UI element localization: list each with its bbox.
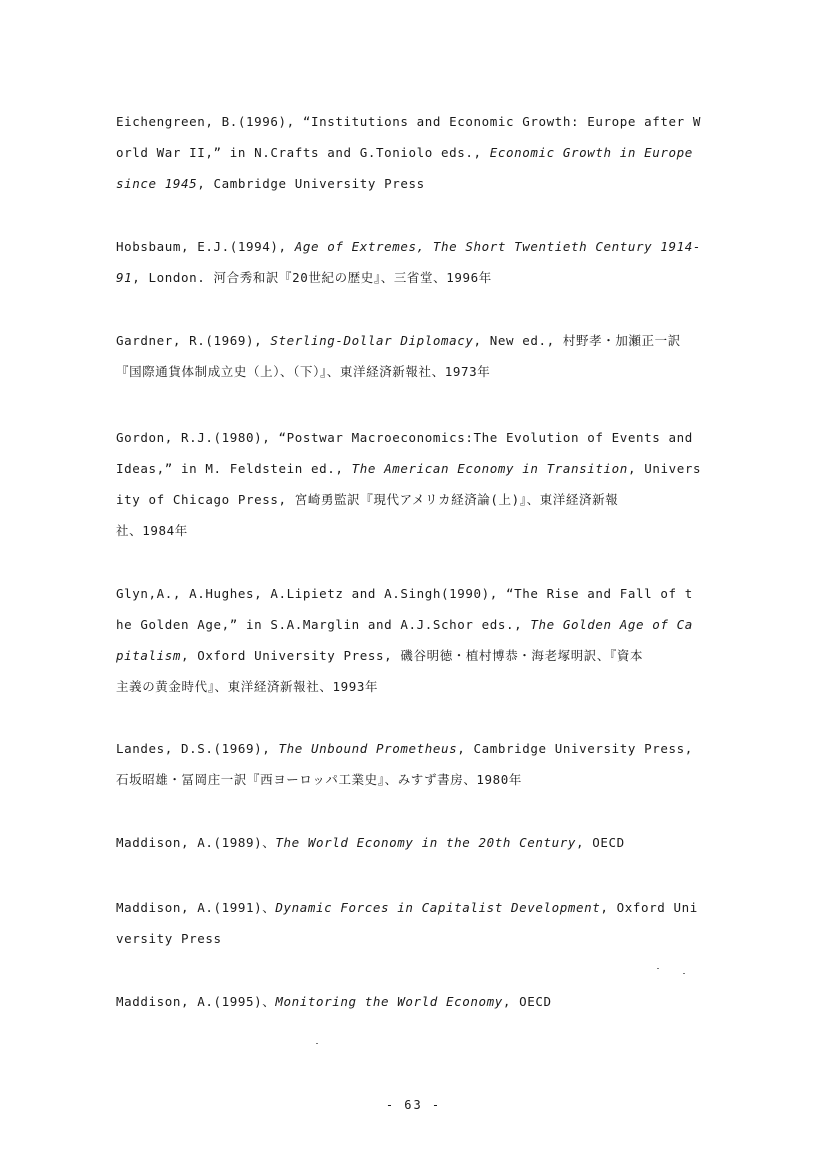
reference-entry <box>116 231 716 293</box>
reference-line <box>116 106 716 137</box>
reference-entry <box>116 106 716 199</box>
reference-line <box>116 515 716 546</box>
reference-title-italic: Age of Extremes, The Short Twentieth Century 1914- <box>294 239 702 254</box>
reference-entry <box>116 422 716 546</box>
reference-line <box>116 262 716 293</box>
reference-text: Landes, D.S.(1969), <box>116 741 279 756</box>
reference-text: 社、1984年 <box>116 523 188 538</box>
reference-entry <box>116 578 716 702</box>
reference-text: , Cambridge University Press, <box>457 741 693 756</box>
scan-speck <box>683 973 685 974</box>
reference-text: orld War II,” in N.Crafts and G.Toniolo eds., <box>116 145 490 160</box>
reference-line <box>116 453 716 484</box>
reference-text: Gordon, R.J.(1980), “Postwar Macroeconomics:The Evolution of Events and <box>116 430 693 445</box>
reference-text: , OECD <box>576 835 625 850</box>
reference-text: Maddison, A.(1989)、 <box>116 835 276 850</box>
reference-title-italic: The Golden Age of Ca <box>530 617 693 632</box>
reference-line <box>116 640 716 671</box>
reference-title-italic: The American Economy in Transition <box>351 461 628 476</box>
reference-text: , Cambridge University Press <box>197 176 425 191</box>
reference-text: Ideas,” in M. Feldstein ed., <box>116 461 352 476</box>
reference-title-italic: Sterling-Dollar Diplomacy <box>270 333 474 348</box>
reference-text: Eichengreen, B.(1996), “Institutions and Economic Growth: Europe after W <box>116 114 702 129</box>
reference-text: Hobsbaum, E.J.(1994), <box>116 239 295 254</box>
reference-line <box>116 671 716 702</box>
reference-text: versity Press <box>116 931 222 946</box>
reference-line <box>116 231 716 262</box>
reference-entry <box>116 733 716 795</box>
reference-entry <box>116 325 716 387</box>
reference-line <box>116 484 716 515</box>
reference-line <box>116 827 716 858</box>
scan-speck <box>657 968 659 969</box>
reference-line <box>116 764 716 795</box>
reference-text: 主義の黄金時代』、東洋経済新報社、1993年 <box>116 679 379 694</box>
reference-title-italic: The Unbound Prometheus <box>278 741 458 756</box>
reference-text: Glyn,A., A.Hughes, A.Lipietz and A.Singh(1990), “The Rise and Fall of t <box>116 586 693 601</box>
reference-title-italic: Monitoring the World Economy <box>275 994 503 1009</box>
reference-text: 『国際通貨体制成立史（上）、（下）』、東洋経済新報社、1973年 <box>116 364 491 379</box>
reference-line <box>116 986 716 1017</box>
reference-line <box>116 356 716 387</box>
reference-line <box>116 892 716 923</box>
reference-text: , Oxford Uni <box>600 900 698 915</box>
reference-title-italic: The World Economy in the 20th Century <box>275 835 577 850</box>
reference-text: , Univers <box>627 461 702 476</box>
reference-text: , London. 河合秀和訳『20世紀の歴史』、三省堂、1996年 <box>132 270 492 285</box>
reference-text: Gardner, R.(1969), <box>116 333 271 348</box>
reference-text: Maddison, A.(1995)、 <box>116 994 276 1009</box>
reference-title-italic: since 1945 <box>116 176 198 191</box>
reference-line <box>116 422 716 453</box>
reference-line <box>116 923 716 954</box>
reference-text: , Oxford University Press, 磯谷明徳・植村博恭・海老塚明訳、『資本 <box>181 648 644 663</box>
reference-text: he Golden Age,” in S.A.Marglin and A.J.Schor eds., <box>116 617 531 632</box>
reference-text: , OECD <box>502 994 552 1009</box>
reference-title-italic: Dynamic Forces in Capitalist Development <box>275 900 601 915</box>
page-number: - 63 - <box>385 1098 442 1112</box>
reference-text: ity of Chicago Press, 宮崎勇監訳『現代アメリカ経済論(上)』、東洋経済新報 <box>116 492 619 507</box>
reference-line <box>116 733 716 764</box>
reference-entry <box>116 892 716 954</box>
reference-line <box>116 325 716 356</box>
reference-text: 石坂昭雄・冨岡庄一訳『西ヨーロッパ工業史』、みすず書房、1980年 <box>116 772 523 787</box>
reference-line <box>116 168 716 199</box>
reference-text: , New ed., 村野孝・加瀬正一訳 <box>473 333 681 348</box>
reference-text: Maddison, A.(1991)、 <box>116 900 276 915</box>
reference-title-italic: pitalism <box>116 648 182 663</box>
reference-title-italic: 91 <box>116 270 133 285</box>
reference-line <box>116 609 716 640</box>
scan-speck <box>316 1043 318 1044</box>
reference-title-italic: Economic Growth in Europe <box>489 145 693 160</box>
reference-line <box>116 137 716 168</box>
reference-entry <box>116 827 716 858</box>
reference-entry <box>116 986 716 1017</box>
reference-line <box>116 578 716 609</box>
